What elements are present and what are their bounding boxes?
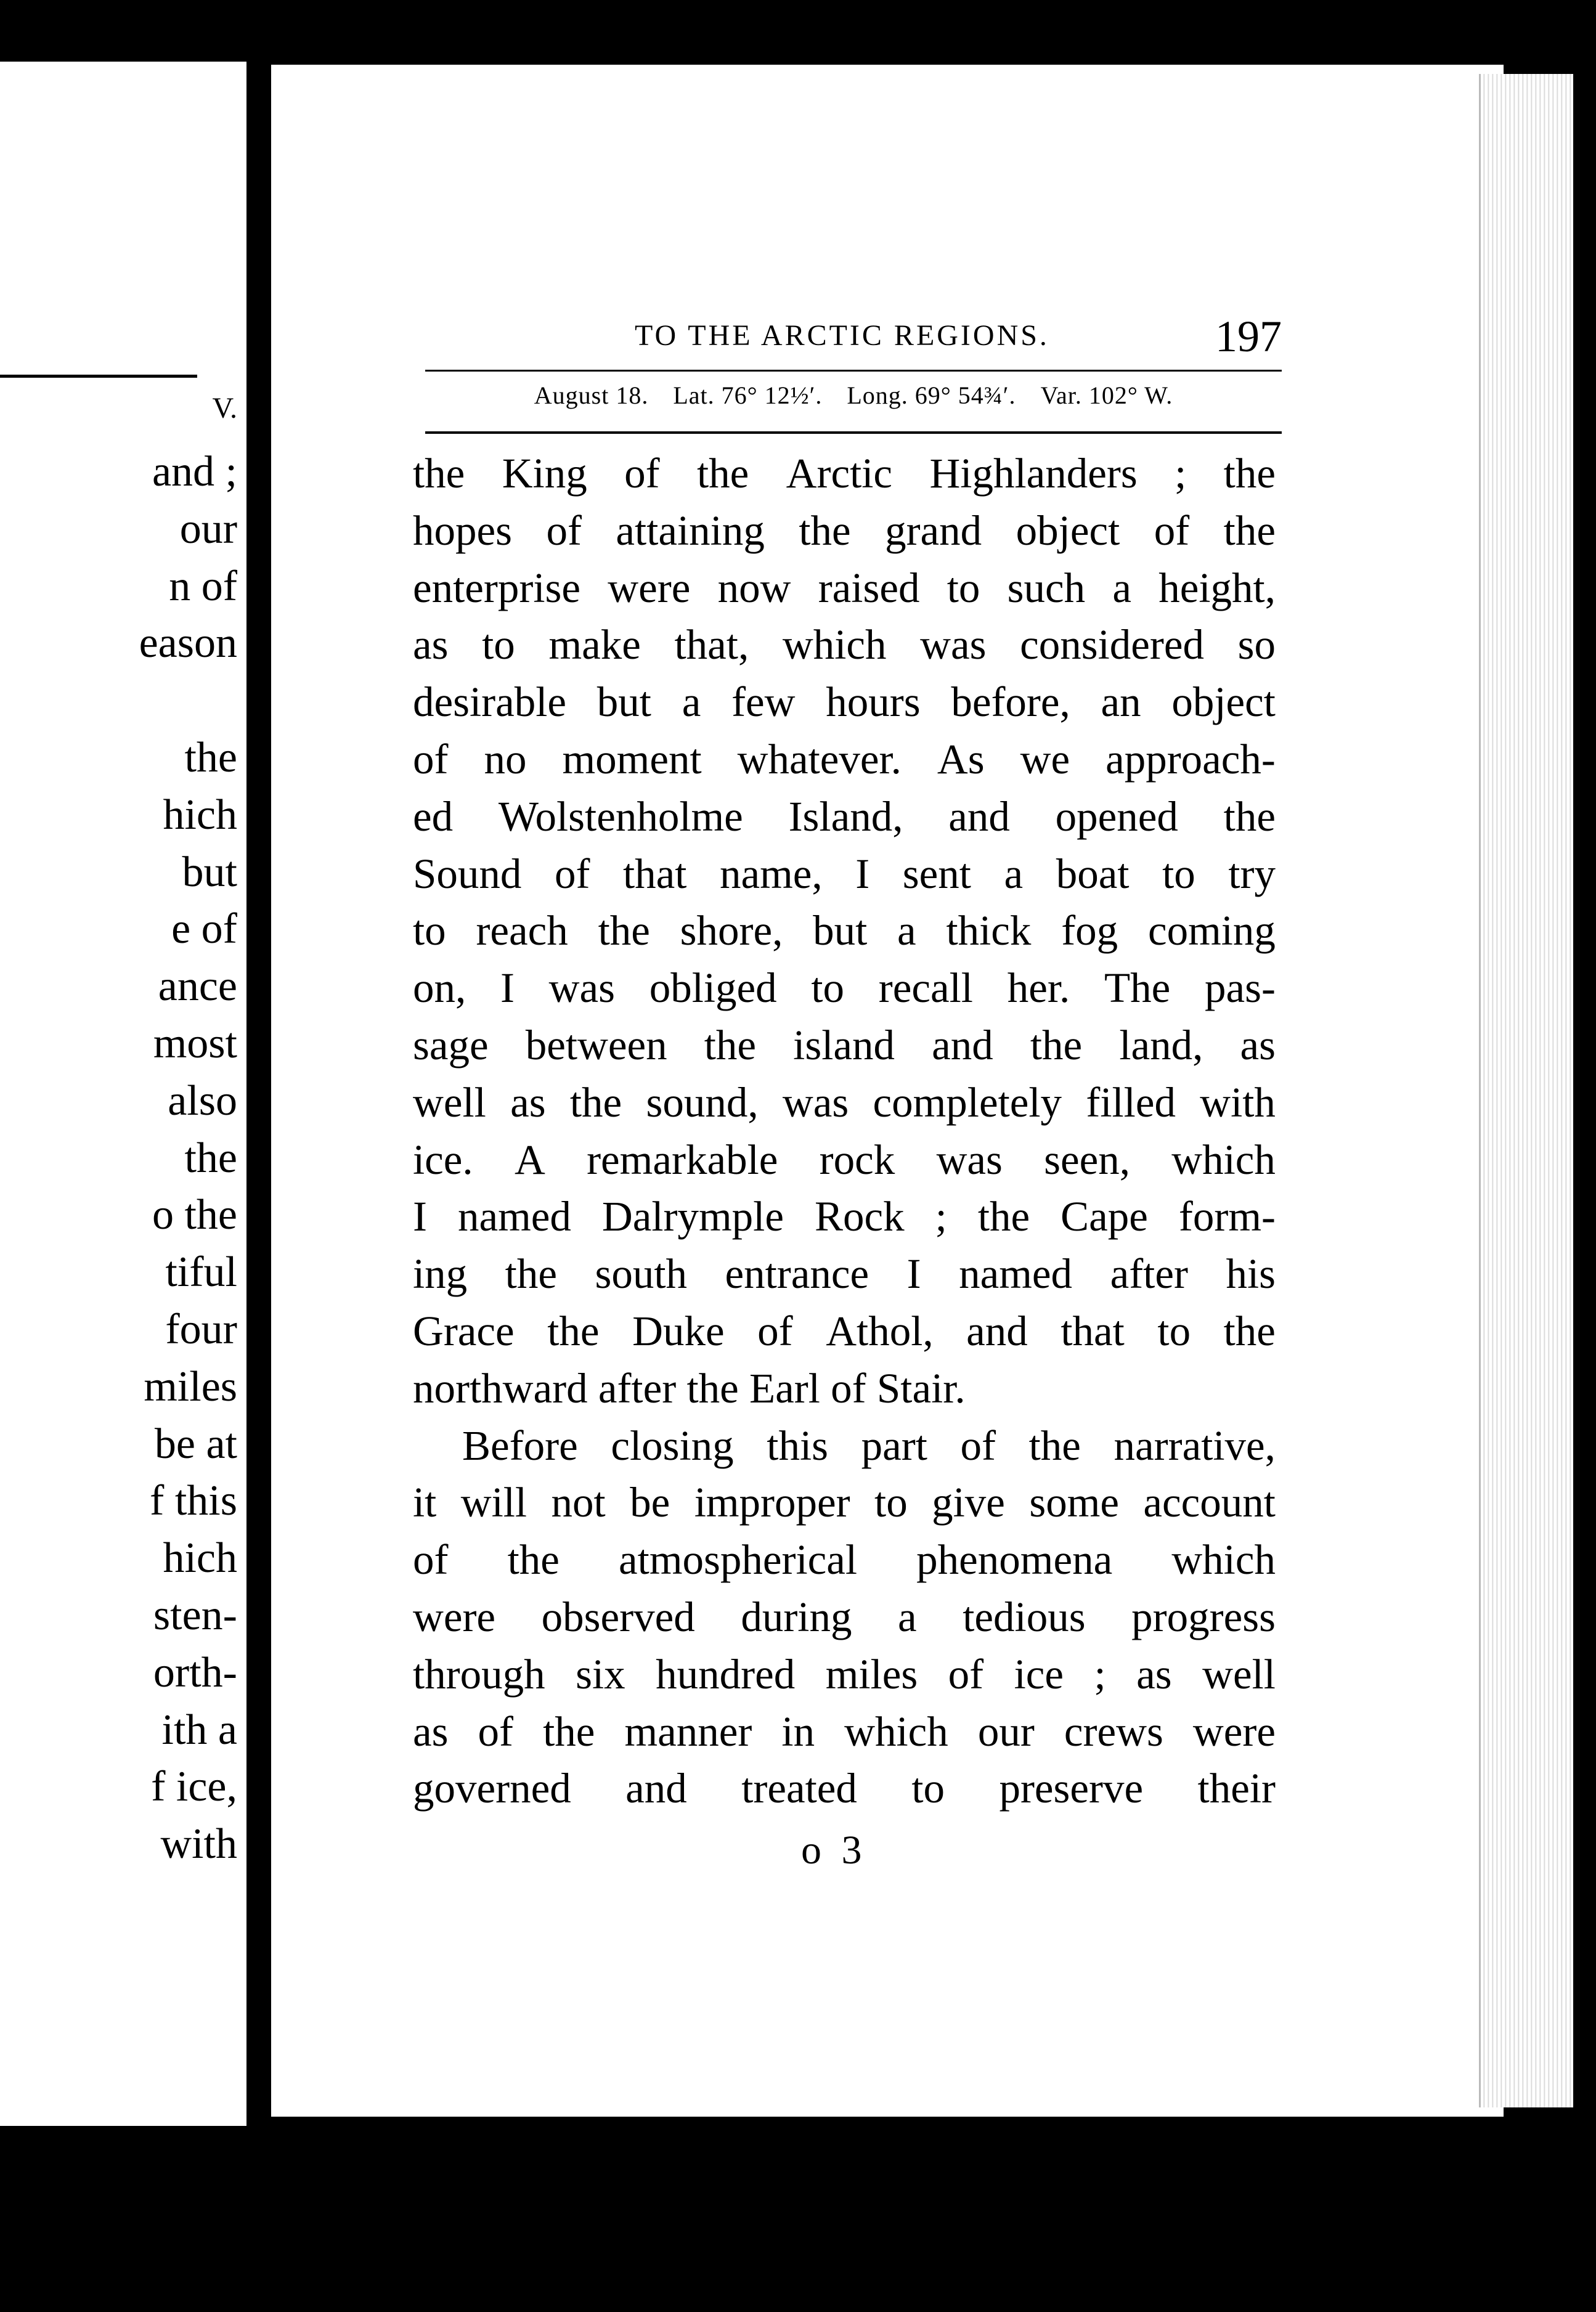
body-line <box>413 731 1276 788</box>
word: to <box>874 1479 908 1526</box>
word: his <box>1226 1250 1276 1298</box>
word: the <box>413 450 465 497</box>
word: Sound <box>413 850 522 897</box>
word: treated <box>741 1765 857 1812</box>
word: phenomena <box>916 1536 1113 1584</box>
word: the <box>1223 507 1276 554</box>
book-gutter <box>246 62 271 2126</box>
word: remarkable <box>587 1136 778 1183</box>
word: as <box>413 621 449 669</box>
word: progress <box>1131 1593 1276 1640</box>
word: a <box>682 678 701 726</box>
word: and <box>625 1765 687 1812</box>
word: seen, <box>1044 1136 1131 1183</box>
word: recall <box>878 964 973 1012</box>
word: was <box>920 621 987 669</box>
word: Island, <box>788 792 903 840</box>
left-fragment-line: e of <box>171 905 237 953</box>
word: to <box>811 964 845 1012</box>
word: was <box>548 964 615 1012</box>
body-line <box>413 788 1276 845</box>
word: Athol, <box>826 1307 934 1354</box>
word: her. <box>1007 964 1070 1012</box>
body-line <box>413 1131 1276 1189</box>
left-fragment-line: eason <box>139 619 237 667</box>
word: shore, <box>680 907 783 955</box>
word: as <box>413 1708 449 1755</box>
word: obliged <box>649 964 777 1012</box>
word: of <box>546 507 582 554</box>
word: object <box>1171 678 1276 726</box>
word: narrative, <box>1114 1422 1276 1469</box>
word: the <box>543 1708 595 1755</box>
body-line <box>413 1703 1276 1760</box>
page-number: 197 <box>1215 312 1282 361</box>
word: the <box>507 1536 560 1584</box>
word: that <box>1061 1307 1125 1354</box>
word: to <box>911 1765 945 1812</box>
word: ; <box>935 1193 947 1240</box>
word: pas- <box>1204 964 1276 1012</box>
word: of <box>478 1708 514 1755</box>
word: opened <box>1055 792 1178 840</box>
word: observed <box>541 1593 695 1640</box>
word: reach <box>476 907 568 955</box>
left-fragment-line: miles <box>144 1362 237 1410</box>
left-fragment-line: the <box>184 733 237 781</box>
body-line <box>413 1074 1276 1131</box>
body-line <box>413 502 1276 560</box>
word: a <box>1112 564 1131 611</box>
word: to <box>413 907 446 955</box>
word: and <box>932 1021 993 1068</box>
word: sent <box>902 850 971 897</box>
left-fragment-line: but <box>182 848 237 896</box>
word: the <box>977 1193 1030 1240</box>
word: land, <box>1119 1021 1203 1068</box>
left-fragment-line: our <box>179 505 237 553</box>
word: governed <box>413 1765 571 1812</box>
word: I <box>906 1250 921 1298</box>
word: completely <box>873 1078 1062 1126</box>
word: entrance <box>725 1250 869 1298</box>
body-line <box>413 674 1276 731</box>
word: which <box>1171 1536 1276 1584</box>
word: part <box>861 1422 927 1469</box>
word: not <box>551 1479 606 1526</box>
word: to <box>1157 1307 1191 1354</box>
word: in <box>781 1708 815 1755</box>
word: of <box>624 450 660 497</box>
longitude: Long. 69° 54¾′. <box>847 381 1016 409</box>
word: well <box>413 1078 486 1126</box>
left-fragment-line: tiful <box>165 1248 237 1296</box>
body-line <box>413 1188 1276 1245</box>
word: height, <box>1158 564 1276 611</box>
word: Arctic <box>786 450 893 497</box>
word: ice. <box>413 1136 473 1183</box>
word: as <box>510 1078 546 1126</box>
left-fragment-line: four <box>165 1305 237 1353</box>
word: hours <box>826 678 921 726</box>
word: named <box>959 1250 1073 1298</box>
left-fragment-line: n of <box>169 562 237 610</box>
left-fragment-line: be at <box>154 1420 237 1468</box>
word: that <box>622 850 687 897</box>
word: of <box>1154 507 1190 554</box>
body-line: northward after the Earl of Stair. <box>413 1364 966 1412</box>
word: attaining <box>616 507 765 554</box>
body-line <box>413 616 1276 674</box>
left-fragment-line: f this <box>150 1477 237 1525</box>
word: this <box>767 1422 828 1469</box>
body-line <box>413 1589 1276 1646</box>
word: was <box>782 1078 849 1126</box>
word: whatever. <box>737 735 902 783</box>
signature-mark: o 3 <box>801 1828 867 1873</box>
left-page-fragments <box>0 444 237 1873</box>
body-line <box>413 845 1276 903</box>
word: I <box>500 964 515 1012</box>
word: island <box>793 1021 895 1068</box>
word: crews <box>1064 1708 1163 1755</box>
word: to <box>482 621 515 669</box>
word: such <box>1007 564 1086 611</box>
left-fragment-line: orth- <box>153 1648 237 1696</box>
word: improper <box>694 1479 850 1526</box>
word: preserve <box>999 1765 1144 1812</box>
variation: Var. 102° W. <box>1040 381 1173 409</box>
word: we <box>1020 735 1070 783</box>
body-line <box>413 1017 1276 1074</box>
word: the <box>505 1250 557 1298</box>
word: I <box>855 850 870 897</box>
word: miles <box>825 1650 918 1698</box>
word: it <box>413 1479 437 1526</box>
word: were <box>413 1593 496 1640</box>
body-line <box>413 1245 1276 1303</box>
word: an <box>1101 678 1141 726</box>
word: the <box>547 1307 600 1354</box>
word: ed <box>413 792 454 840</box>
header-rule-top <box>425 370 1282 372</box>
word: some <box>1029 1479 1119 1526</box>
left-fragment-line: hich <box>163 791 237 839</box>
word: a <box>898 1593 917 1640</box>
word: As <box>937 735 985 783</box>
word: our <box>977 1708 1035 1755</box>
word: Highlanders <box>929 450 1138 497</box>
word: approach- <box>1105 735 1276 783</box>
word: the <box>1223 792 1276 840</box>
body-text <box>413 445 1276 1817</box>
word: object <box>1016 507 1120 554</box>
left-fragment-line: with <box>160 1820 237 1868</box>
word: during <box>741 1593 852 1640</box>
left-page <box>0 62 251 2126</box>
word: but <box>813 907 868 955</box>
left-fragment-line: ith a <box>161 1706 237 1754</box>
left-fragment-line: sten- <box>153 1591 237 1639</box>
word: few <box>731 678 796 726</box>
word: the <box>704 1021 757 1068</box>
word: now <box>717 564 791 611</box>
word: of <box>757 1307 793 1354</box>
word: boat <box>1056 850 1130 897</box>
word: sage <box>413 1021 489 1068</box>
word: atmospherical <box>619 1536 858 1584</box>
word: the <box>598 907 650 955</box>
word: manner <box>624 1708 752 1755</box>
word: the <box>1223 450 1276 497</box>
word: which <box>782 621 887 669</box>
word: Rock <box>814 1193 905 1240</box>
body-line <box>413 560 1276 617</box>
date: August 18. <box>534 381 649 409</box>
body-line <box>413 959 1276 1017</box>
word: no <box>484 735 527 783</box>
left-page-header: V. <box>212 392 237 425</box>
word: of <box>554 850 590 897</box>
word: form- <box>1178 1193 1276 1240</box>
word: as <box>1136 1650 1172 1698</box>
word: considered <box>1020 621 1204 669</box>
word: Wolstenholme <box>498 792 743 840</box>
word: King <box>502 450 587 497</box>
latitude: Lat. 76° 12½′. <box>673 381 823 409</box>
word: Grace <box>413 1307 515 1354</box>
word: that, <box>674 621 749 669</box>
body-line <box>413 902 1276 959</box>
word: which <box>1171 1136 1276 1183</box>
word: their <box>1197 1765 1276 1812</box>
word: name, <box>720 850 823 897</box>
word: before, <box>951 678 1070 726</box>
left-fragment-line <box>0 672 237 730</box>
word: moment <box>562 735 702 783</box>
word: of <box>413 1536 449 1584</box>
word: closing <box>611 1422 734 1469</box>
word: on, <box>413 964 466 1012</box>
word: Before <box>462 1422 578 1469</box>
word: well <box>1202 1650 1276 1698</box>
word: six <box>576 1650 625 1698</box>
word: sound, <box>646 1078 759 1126</box>
word: of <box>960 1422 996 1469</box>
word: The <box>1104 964 1171 1012</box>
word: grand <box>885 507 982 554</box>
word: the <box>1030 1021 1083 1068</box>
word: Cape <box>1061 1193 1148 1240</box>
word: raised <box>818 564 920 611</box>
word: make <box>548 621 641 669</box>
left-fragment-line: f ice, <box>151 1763 237 1811</box>
word: after <box>1110 1250 1188 1298</box>
left-page-rule <box>0 375 197 378</box>
word: of <box>948 1650 984 1698</box>
word: but <box>596 678 651 726</box>
word: a <box>1004 850 1024 897</box>
word: through <box>413 1650 545 1698</box>
word: be <box>630 1479 670 1526</box>
left-fragment-line: most <box>153 1019 237 1067</box>
word: account <box>1143 1479 1276 1526</box>
body-line <box>413 1760 1276 1817</box>
word: to <box>947 564 980 611</box>
word: ing <box>413 1250 468 1298</box>
word: Duke <box>632 1307 725 1354</box>
word: named <box>457 1193 571 1240</box>
word: as <box>1240 1021 1276 1068</box>
left-fragment-line: the <box>184 1134 237 1182</box>
running-head <box>616 311 1282 360</box>
left-fragment-line: and ; <box>152 448 237 495</box>
word: the <box>1028 1422 1081 1469</box>
word: thick <box>946 907 1032 955</box>
word: the <box>1223 1307 1276 1354</box>
body-line <box>413 1303 1276 1360</box>
word: was <box>936 1136 1003 1183</box>
word: enterprise <box>413 564 581 611</box>
word: give <box>932 1479 1005 1526</box>
word: with <box>1200 1078 1276 1126</box>
word: A <box>514 1136 545 1183</box>
word: the <box>696 450 749 497</box>
word: a <box>897 907 916 955</box>
word: so <box>1237 621 1276 669</box>
word: I <box>413 1193 427 1240</box>
word: coming <box>1147 907 1276 955</box>
running-title: TO THE ARCTIC REGIONS. <box>635 319 1049 352</box>
body-line <box>413 1646 1276 1703</box>
word: tedious <box>963 1593 1086 1640</box>
left-fragment-line: hich <box>163 1534 237 1582</box>
body-line <box>413 1531 1276 1589</box>
left-fragment-line: ance <box>158 963 237 1011</box>
body-line <box>413 445 1276 502</box>
word: hundred <box>656 1650 796 1698</box>
word: and <box>948 792 1010 840</box>
word: the <box>569 1078 622 1126</box>
word: hopes <box>413 507 512 554</box>
header-rule-bottom <box>425 431 1282 434</box>
word: filled <box>1086 1078 1176 1126</box>
word: of <box>413 735 449 783</box>
word: Dalrymple <box>601 1193 784 1240</box>
word: rock <box>819 1136 895 1183</box>
word: ; <box>1094 1650 1106 1698</box>
word: were <box>608 564 691 611</box>
word: ice <box>1014 1650 1064 1698</box>
body-line <box>413 1474 1276 1531</box>
page-fore-edge <box>1479 74 1573 2107</box>
word: fog <box>1061 907 1118 955</box>
body-line <box>413 1417 1276 1475</box>
left-fragment-line: o the <box>152 1191 237 1239</box>
word: to <box>1162 850 1195 897</box>
date-line <box>425 381 1282 418</box>
word: south <box>595 1250 687 1298</box>
word: will <box>460 1479 527 1526</box>
left-fragment-line: also <box>168 1077 237 1125</box>
word: and <box>966 1307 1028 1354</box>
word: were <box>1192 1708 1276 1755</box>
word: between <box>525 1021 667 1068</box>
word: which <box>844 1708 948 1755</box>
word: the <box>799 507 851 554</box>
word: try <box>1228 850 1276 897</box>
word: ; <box>1175 450 1187 497</box>
word: desirable <box>413 678 567 726</box>
